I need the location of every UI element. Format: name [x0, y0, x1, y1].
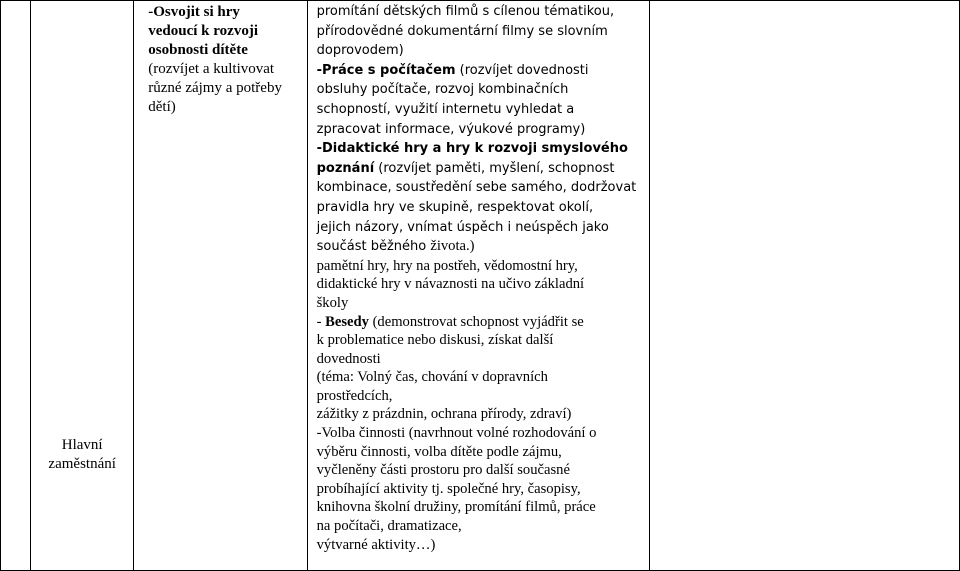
content-text: k problematice nebo diskusi, získat další — [316, 332, 554, 349]
content-text: -Volba činnosti (navrhnout volné rozhodování o — [316, 425, 597, 442]
content-text: prostředcích, — [316, 387, 393, 404]
content-text: schopností, využití internetu vyhledat a — [316, 101, 575, 117]
content-text: dovednosti — [316, 350, 381, 367]
content-text: vyčleněny části prostoru pro další současné — [316, 462, 570, 479]
content-text: (demonstrovat schopnost vyjádřit se — [368, 313, 584, 330]
content-text: obsluhy počítače, rozvoj kombinačních — [316, 82, 569, 98]
content-line — [317, 22, 648, 42]
content-line — [317, 331, 648, 350]
content-line — [317, 350, 648, 369]
content-text: pamětní hry, hry na postřeh, vědomostní hry, — [316, 257, 578, 274]
goal-detail-line: různé zájmy a potřeby — [148, 80, 282, 96]
content-text: poznání — [316, 160, 375, 176]
content-line — [317, 461, 648, 480]
content-line — [317, 480, 648, 499]
goal-title — [148, 3, 300, 60]
content-line — [317, 387, 648, 406]
content-text: promítání dětských filmů s cílenou tématikou, — [316, 4, 615, 19]
content-text: života.) — [430, 238, 475, 255]
content-text: výtvarné aktivity…) — [316, 536, 436, 553]
goal-detail — [148, 60, 300, 117]
content-line — [317, 41, 648, 61]
goal-title-line: vedoucí k rozvoji — [148, 23, 258, 39]
content-line — [317, 517, 648, 536]
content-text: (rozvíjet dovednosti — [455, 62, 589, 78]
content-text: kombinace, soustředění sebe samého, dodržovat — [316, 180, 637, 196]
content-line — [317, 218, 648, 238]
content-line — [317, 139, 648, 159]
content-text: (rozvíjet paměti, myšlení, schopnost — [374, 160, 615, 176]
content-text: přírodovědné dokumentární filmy se slovním — [316, 23, 608, 39]
content-text: knihovna školní družiny, promítání filmů, práce — [316, 499, 596, 516]
goal-title-line: osobnosti dítěte — [148, 42, 248, 58]
goal-title-line: -Osvojit si hry — [148, 4, 240, 20]
content-line — [317, 424, 648, 443]
content-text: -Didaktické hry a hry k rozvoji smyslového — [316, 141, 628, 157]
content-text: probíhající aktivity tj. společné hry, časopisy, — [316, 480, 581, 497]
blank-right-cell — [650, 1, 960, 571]
blank-left-cell — [1, 1, 31, 571]
goal-detail-line: dětí) — [148, 99, 176, 115]
activity-label — [48, 436, 115, 474]
content-line — [317, 120, 648, 140]
content-text: školy — [316, 294, 349, 311]
content-line — [317, 2, 648, 22]
goal-cell — [134, 1, 307, 571]
content-line — [317, 498, 648, 517]
content-text: - — [316, 313, 326, 330]
content-line — [317, 313, 648, 332]
content-line — [317, 178, 648, 198]
content-line — [317, 294, 648, 313]
content-line — [317, 159, 648, 179]
content-line — [317, 368, 648, 387]
content-text: -Práce s počítačem — [316, 62, 456, 78]
content-line — [317, 536, 648, 555]
content-line — [317, 443, 648, 462]
content-line — [317, 198, 648, 218]
activity-label-line: Hlavní — [61, 437, 103, 453]
content-text: součást běžného — [316, 239, 431, 255]
content-line — [317, 61, 648, 81]
content-line — [317, 275, 648, 294]
content-text: doprovodem) — [316, 43, 404, 59]
content-text: Besedy — [325, 313, 369, 330]
table-row — [1, 1, 960, 571]
content-line — [317, 237, 648, 257]
content-text: didaktické hry v návaznosti na učivo základní — [316, 276, 585, 293]
activity-label-line: zaměstnání — [48, 456, 116, 472]
content-text: jejich názory, vnímat úspěch i neúspěch jako — [316, 219, 609, 235]
content-cell — [307, 1, 650, 571]
content-line — [317, 80, 648, 100]
content-line — [317, 100, 648, 120]
goal-detail-line: (rozvíjet a kultivovat — [148, 61, 275, 77]
content-line — [317, 257, 648, 276]
content-text: výběru činnosti, volba dítěte podle zájmu, — [316, 443, 562, 460]
content-text: (téma: Volný čas, chování v dopravních — [316, 369, 548, 386]
content-text: zážitky z prázdnin, ochrana přírody, zdraví) — [316, 406, 572, 423]
activity-label-cell — [31, 1, 134, 571]
content-text: na počítači, dramatizace, — [316, 518, 462, 535]
content-text: pravidla hry ve skupině, respektovat okolí, — [316, 199, 594, 215]
content-line — [317, 405, 648, 424]
content-text: zpracovat informace, výukové programy) — [316, 121, 586, 137]
